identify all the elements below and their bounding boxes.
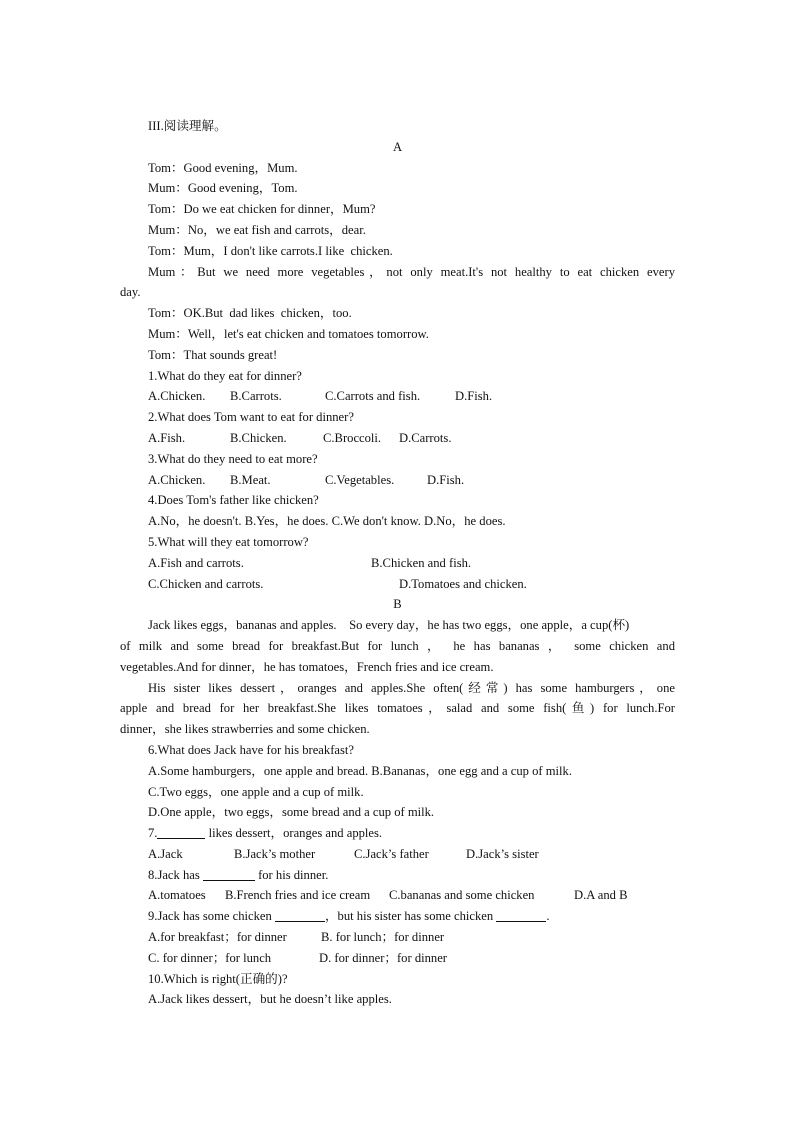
option-b: B.Chicken and fish.	[371, 555, 472, 570]
option-b: B. for lunch；for dinner	[321, 930, 445, 945]
paragraph-line: His sister likes dessert，oranges and apples.She often(经常) has some hamburgers，one	[148, 680, 675, 695]
option-a: A.Jack	[148, 846, 183, 861]
option-c: C. for dinner；for lunch	[148, 950, 272, 965]
option-d: D.A and B	[574, 888, 628, 903]
question-9-mid: ，but his sister has some chicken	[324, 909, 497, 924]
question-7-suffix: likes dessert，oranges and apples.	[205, 826, 383, 841]
dialogue-line: Mum：Well，let's eat chicken and tomatoes tomorrow.	[148, 326, 429, 341]
option-c: C.Broccoli.	[323, 430, 382, 445]
paragraph-line: dinner，she likes strawberries and some chicken.	[120, 722, 370, 737]
passage-a-label: A	[392, 139, 403, 154]
paragraph-line: apple and bread for her breakfast.She likes tomatoes，salad and some fish(鱼) for lunch.For	[120, 701, 675, 716]
question-1: 1.What do they eat for dinner?	[148, 368, 302, 383]
dialogue-line: Tom：OK.But dad likes chicken，too.	[148, 306, 352, 321]
question-2: 2.What does Tom want to eat for dinner?	[148, 410, 354, 425]
option-d: D.Jack’s sister	[466, 846, 539, 861]
passage-b-paragraph-1	[120, 615, 675, 677]
option-a: A.Fish and carrots.	[148, 555, 244, 570]
question-8-options	[120, 885, 675, 906]
dialogue-line: Tom：Good evening，Mum.	[148, 160, 298, 175]
option-a: A.Chicken.	[148, 389, 206, 404]
option-c: C.Chicken and carrots.	[148, 576, 264, 591]
question-8-prefix: 8.Jack has	[148, 867, 203, 882]
option-d: D. for dinner；for dinner	[319, 950, 447, 965]
question-3: 3.What do they need to eat more?	[148, 451, 318, 466]
option-c: C.bananas and some chicken	[389, 888, 535, 903]
option-b: B.Carrots.	[230, 389, 282, 404]
dialogue-line: Tom：That sounds great!	[148, 347, 278, 362]
dialogue-line: day.	[120, 285, 141, 300]
paragraph-line: of milk and some bread for breakfast.But for lunch ， he has bananas ， some chicken and	[120, 638, 675, 653]
option-d: D.Fish.	[455, 389, 493, 404]
option-c: C.Vegetables.	[325, 472, 395, 487]
question-6-options-line: A.Some hamburgers，one apple and bread. B.Bananas，one egg and a cup of milk.	[148, 763, 572, 778]
option-b: B.Meat.	[230, 472, 271, 487]
answer-blank[interactable]	[496, 907, 546, 922]
question-9-suffix: .	[546, 909, 550, 924]
option-d: D.Carrots.	[399, 430, 452, 445]
dialogue-line: Mum：Good evening，Tom.	[148, 181, 298, 196]
option-a: A.for breakfast；for dinner	[148, 930, 287, 945]
worksheet-page	[120, 116, 675, 1010]
answer-blank[interactable]	[203, 866, 255, 881]
question-2-options	[120, 428, 675, 449]
dialogue-line: Mum：But we need more vegetables，not only meat.It's not healthy to eat chicken every	[148, 264, 675, 279]
passage-b-paragraph-2	[120, 678, 675, 740]
question-6-options-line: D.One apple，two eggs，some bread and a cup of milk.	[148, 805, 435, 820]
option-b: B.French fries and ice cream	[225, 888, 371, 903]
question-4-options: A.No，he doesn't. B.Yes，he does. C.We don't know. D.No，he does.	[148, 514, 506, 529]
question-8-suffix: for his dinner.	[254, 867, 329, 882]
question-4: 4.Does Tom's father like chicken?	[148, 493, 319, 508]
section-heading: III.阅读理解。	[148, 119, 227, 133]
question-5-options-row-1	[120, 553, 675, 574]
option-a: A.tomatoes	[148, 888, 206, 903]
paragraph-line: vegetables.And for dinner，he has tomatoes，French fries and ice cream.	[120, 659, 494, 674]
question-7-options	[120, 844, 675, 865]
question-6: 6.What does Jack have for his breakfast?	[148, 742, 354, 757]
question-3-options	[120, 470, 675, 491]
question-9-prefix: 9.Jack has some chicken	[148, 909, 275, 924]
question-9	[120, 906, 675, 927]
option-a: A.Fish.	[148, 430, 186, 445]
answer-blank[interactable]	[157, 824, 205, 839]
question-9-options-row-2	[120, 948, 675, 969]
option-c: C.Carrots and fish.	[325, 389, 421, 404]
answer-blank[interactable]	[275, 907, 325, 922]
option-a: A.Chicken.	[148, 472, 206, 487]
question-8	[120, 865, 675, 886]
question-1-options	[120, 386, 675, 407]
option-c: C.Jack’s father	[354, 846, 429, 861]
passage-b-label: B	[393, 597, 402, 612]
option-b: B.Jack’s mother	[234, 846, 316, 861]
passage-a-dialogue	[120, 158, 675, 366]
question-9-options-row-1	[120, 927, 675, 948]
paragraph-line: Jack likes eggs，bananas and apples. So every day，he has two eggs，one apple，a cup(杯)	[148, 618, 630, 633]
question-5: 5.What will they eat tomorrow?	[148, 534, 309, 549]
dialogue-line: Mum：No，we eat fish and carrots，dear.	[148, 222, 366, 237]
question-10: 10.Which is right(正确的)?	[148, 971, 288, 986]
option-d: D.Fish.	[427, 472, 465, 487]
question-5-options-row-2	[120, 574, 675, 595]
dialogue-line: Tom：Do we eat chicken for dinner，Mum?	[148, 202, 376, 217]
option-b: B.Chicken.	[230, 430, 287, 445]
question-7-prefix: 7.	[148, 826, 158, 841]
dialogue-line: Tom：Mum，I don't like carrots.I like chicken.	[148, 243, 393, 258]
option-d: D.Tomatoes and chicken.	[399, 576, 527, 591]
question-6-options-line: C.Two eggs，one apple and a cup of milk.	[148, 784, 364, 799]
question-7	[120, 823, 675, 844]
question-10-option-a: A.Jack likes dessert，but he doesn’t like apples.	[148, 992, 392, 1007]
